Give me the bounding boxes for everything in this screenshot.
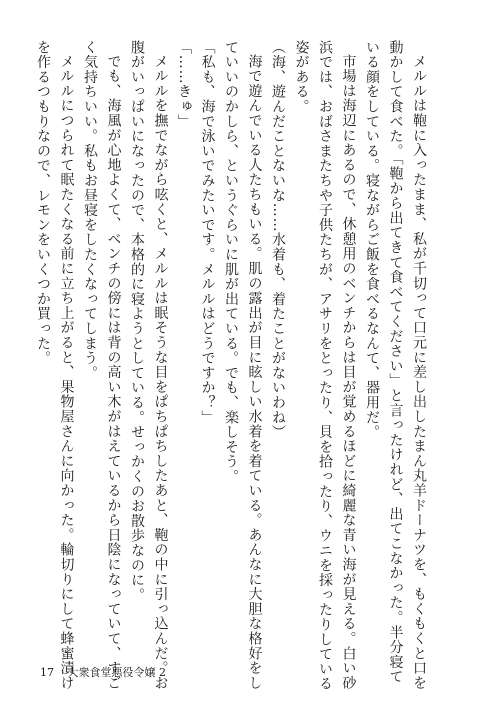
body-line-15: く気持ちいい。私もお昼寝をしたくなってしまう。 [82,40,98,381]
body-line-3: いる顔をしている。寝ながらご飯を食べるなんて、器用だ。 [364,40,380,440]
body-line-8: 海で遊んでいる人たちもいる。肌の露出が目に眩しい水着を着ている。あんなに大胆な格好をし [246,54,263,691]
body-line-5: 浜では、おばさまたちや子供たちが、アサリをとったり、貝を拾ったり、ウニを採ったりしている [317,40,333,692]
body-line-17: を作るつもりなので、レモンをいくつか買った。 [35,40,51,366]
body-line-12: メルルを撫でながら呟くと、メルルは眠そうな目をぱちぱちしたあと、鞄の中に引っ込んだ。お [152,54,169,691]
body-line-6: 姿がある。 [293,40,310,114]
body-line-14: でも、海風が心地よくて、ベンチの傍には背の高い木がはえているから日陰になっていて、すご [105,54,122,691]
body-line-1: メルルは鞄に入ったまま、私が千切って口元に差し出したまん丸羊ドーナツを、もくもくと口を [411,54,427,691]
body-line-7: （海、遊んだことないな……水着も、着たことがないわね） [270,40,286,440]
body-line-13: 腹がいっぱいになったので、本格的に寝ようとしている。せっかくのお散歩なのに。 [129,40,145,603]
body-line-16: メルルにつられて眠たくなる前に立ち上がると、果物屋さんに向かった。輪切りにして蜂蜜漬け [58,54,75,691]
body-line-9: ていいのかしら、というぐらいに肌が出ている。でも、楽しそう。 [223,40,239,484]
body-line-11: 「……きゅ」 [176,40,192,129]
page-footer [40,664,166,680]
body-line-4: 市場は海辺にあるので、休憩用のベンチからは目が覚めるほどに綺麗な青い海が見える。白い砂 [340,54,357,691]
body-line-10: 「私も、海で泳いでみたいです。メルルはどうですか？」 [199,40,216,425]
body-line-2: 動かして食べた。「鞄から出てきて食べてください」と言ったけれど、出てこなかった。半分寝て [387,40,404,685]
book-title: 大衆食堂悪役令嬢 2 [67,666,166,679]
page-number: 17 [40,666,54,679]
